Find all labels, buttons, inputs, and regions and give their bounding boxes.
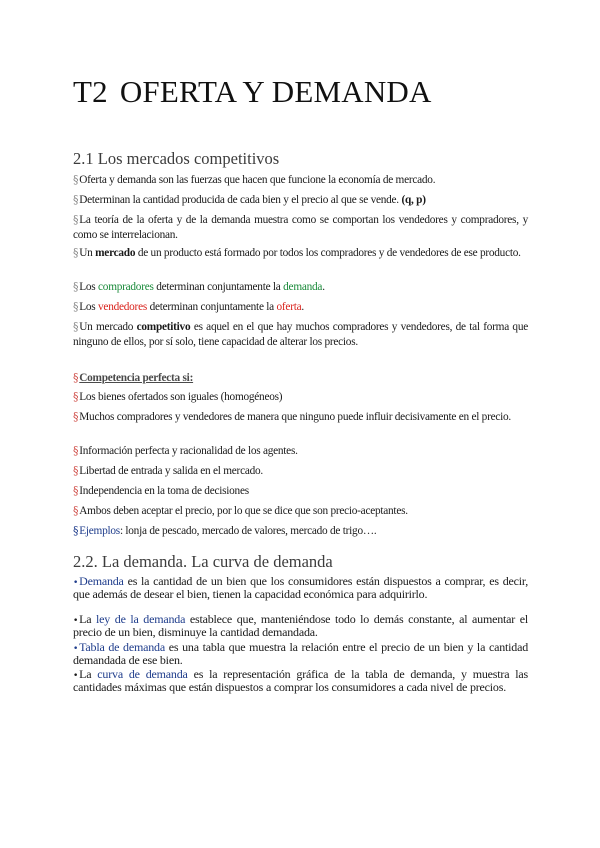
- list-item: §La teoría de la oferta y de la demanda muestra como se comportan los vendedores y compradores, y como se interrelacionan.: [73, 213, 528, 241]
- list-item: §Libertad de entrada y salida en el mercado.: [73, 464, 263, 477]
- list-item: §Muchos compradores y vendedores de manera que ninguno puede influir decisivamente en el precio.: [73, 410, 511, 423]
- list-item: §Determinan la cantidad producida de cada bien y el precio al que se vende. (q, p): [73, 193, 426, 206]
- section-heading-mercados: 2.1 Los mercados competitivos: [73, 149, 280, 168]
- list-item: §Oferta y demanda son las fuerzas que hacen que funcione la economía de mercado.: [73, 173, 436, 186]
- list-item: §Un mercado de un producto está formado por todos los compradores y de vendedores de ese producto.: [73, 246, 521, 259]
- page-title: [73, 74, 432, 110]
- title-number: T2: [73, 74, 108, 109]
- list-item: §Independencia en la toma de decisiones: [73, 484, 249, 497]
- list-item: •Demanda es la cantidad de un bien que los consumidores están dispuestos a comprar, es decir, que además de desear el bien, tienen la capacidad económica para adquirirlo.: [73, 574, 528, 601]
- list-item: •Tabla de demanda es una tabla que muestra la relación entre el precio de un bien y la cantidad demandada de ese bien.: [73, 640, 529, 667]
- list-item: •La curva de demanda es la representación gráfica de la tabla de demanda, y muestra las cantidades máximas que están dispuestos a comprar los consumidores a cada nivel de precios.: [73, 667, 528, 694]
- list-item: §Un mercado competitivo es aquel en el que hay muchos compradores y vendedores, de tal forma que ninguno de ellos, por sí solo, tiene capacidad de alterar los precios.: [73, 320, 528, 348]
- list-item: §Los compradores determinan conjuntamente la demanda.: [73, 280, 325, 293]
- section-heading-demanda: 2.2. La demanda. La curva de demanda: [73, 552, 333, 571]
- list-item-examples: §Ejemplos: lonja de pescado, mercado de valores, mercado de trigo….: [73, 524, 377, 537]
- title-text: OFERTA Y DEMANDA: [119, 74, 432, 109]
- list-item: •La ley de la demanda establece que, manteniéndose todo lo demás constante, al aumentar el precio de un bien, disminuye la cantidad demandada.: [73, 612, 528, 639]
- list-item: §Los bienes ofertados son iguales (homogéneos): [73, 390, 283, 403]
- subheading-competencia: §Competencia perfecta si:: [73, 371, 194, 384]
- list-item: §Los vendedores determinan conjuntamente la oferta.: [73, 300, 304, 313]
- list-item: §Ambos deben aceptar el precio, por lo que se dice que son precio-aceptantes.: [73, 504, 408, 517]
- list-item: §Información perfecta y racionalidad de los agentes.: [73, 444, 298, 457]
